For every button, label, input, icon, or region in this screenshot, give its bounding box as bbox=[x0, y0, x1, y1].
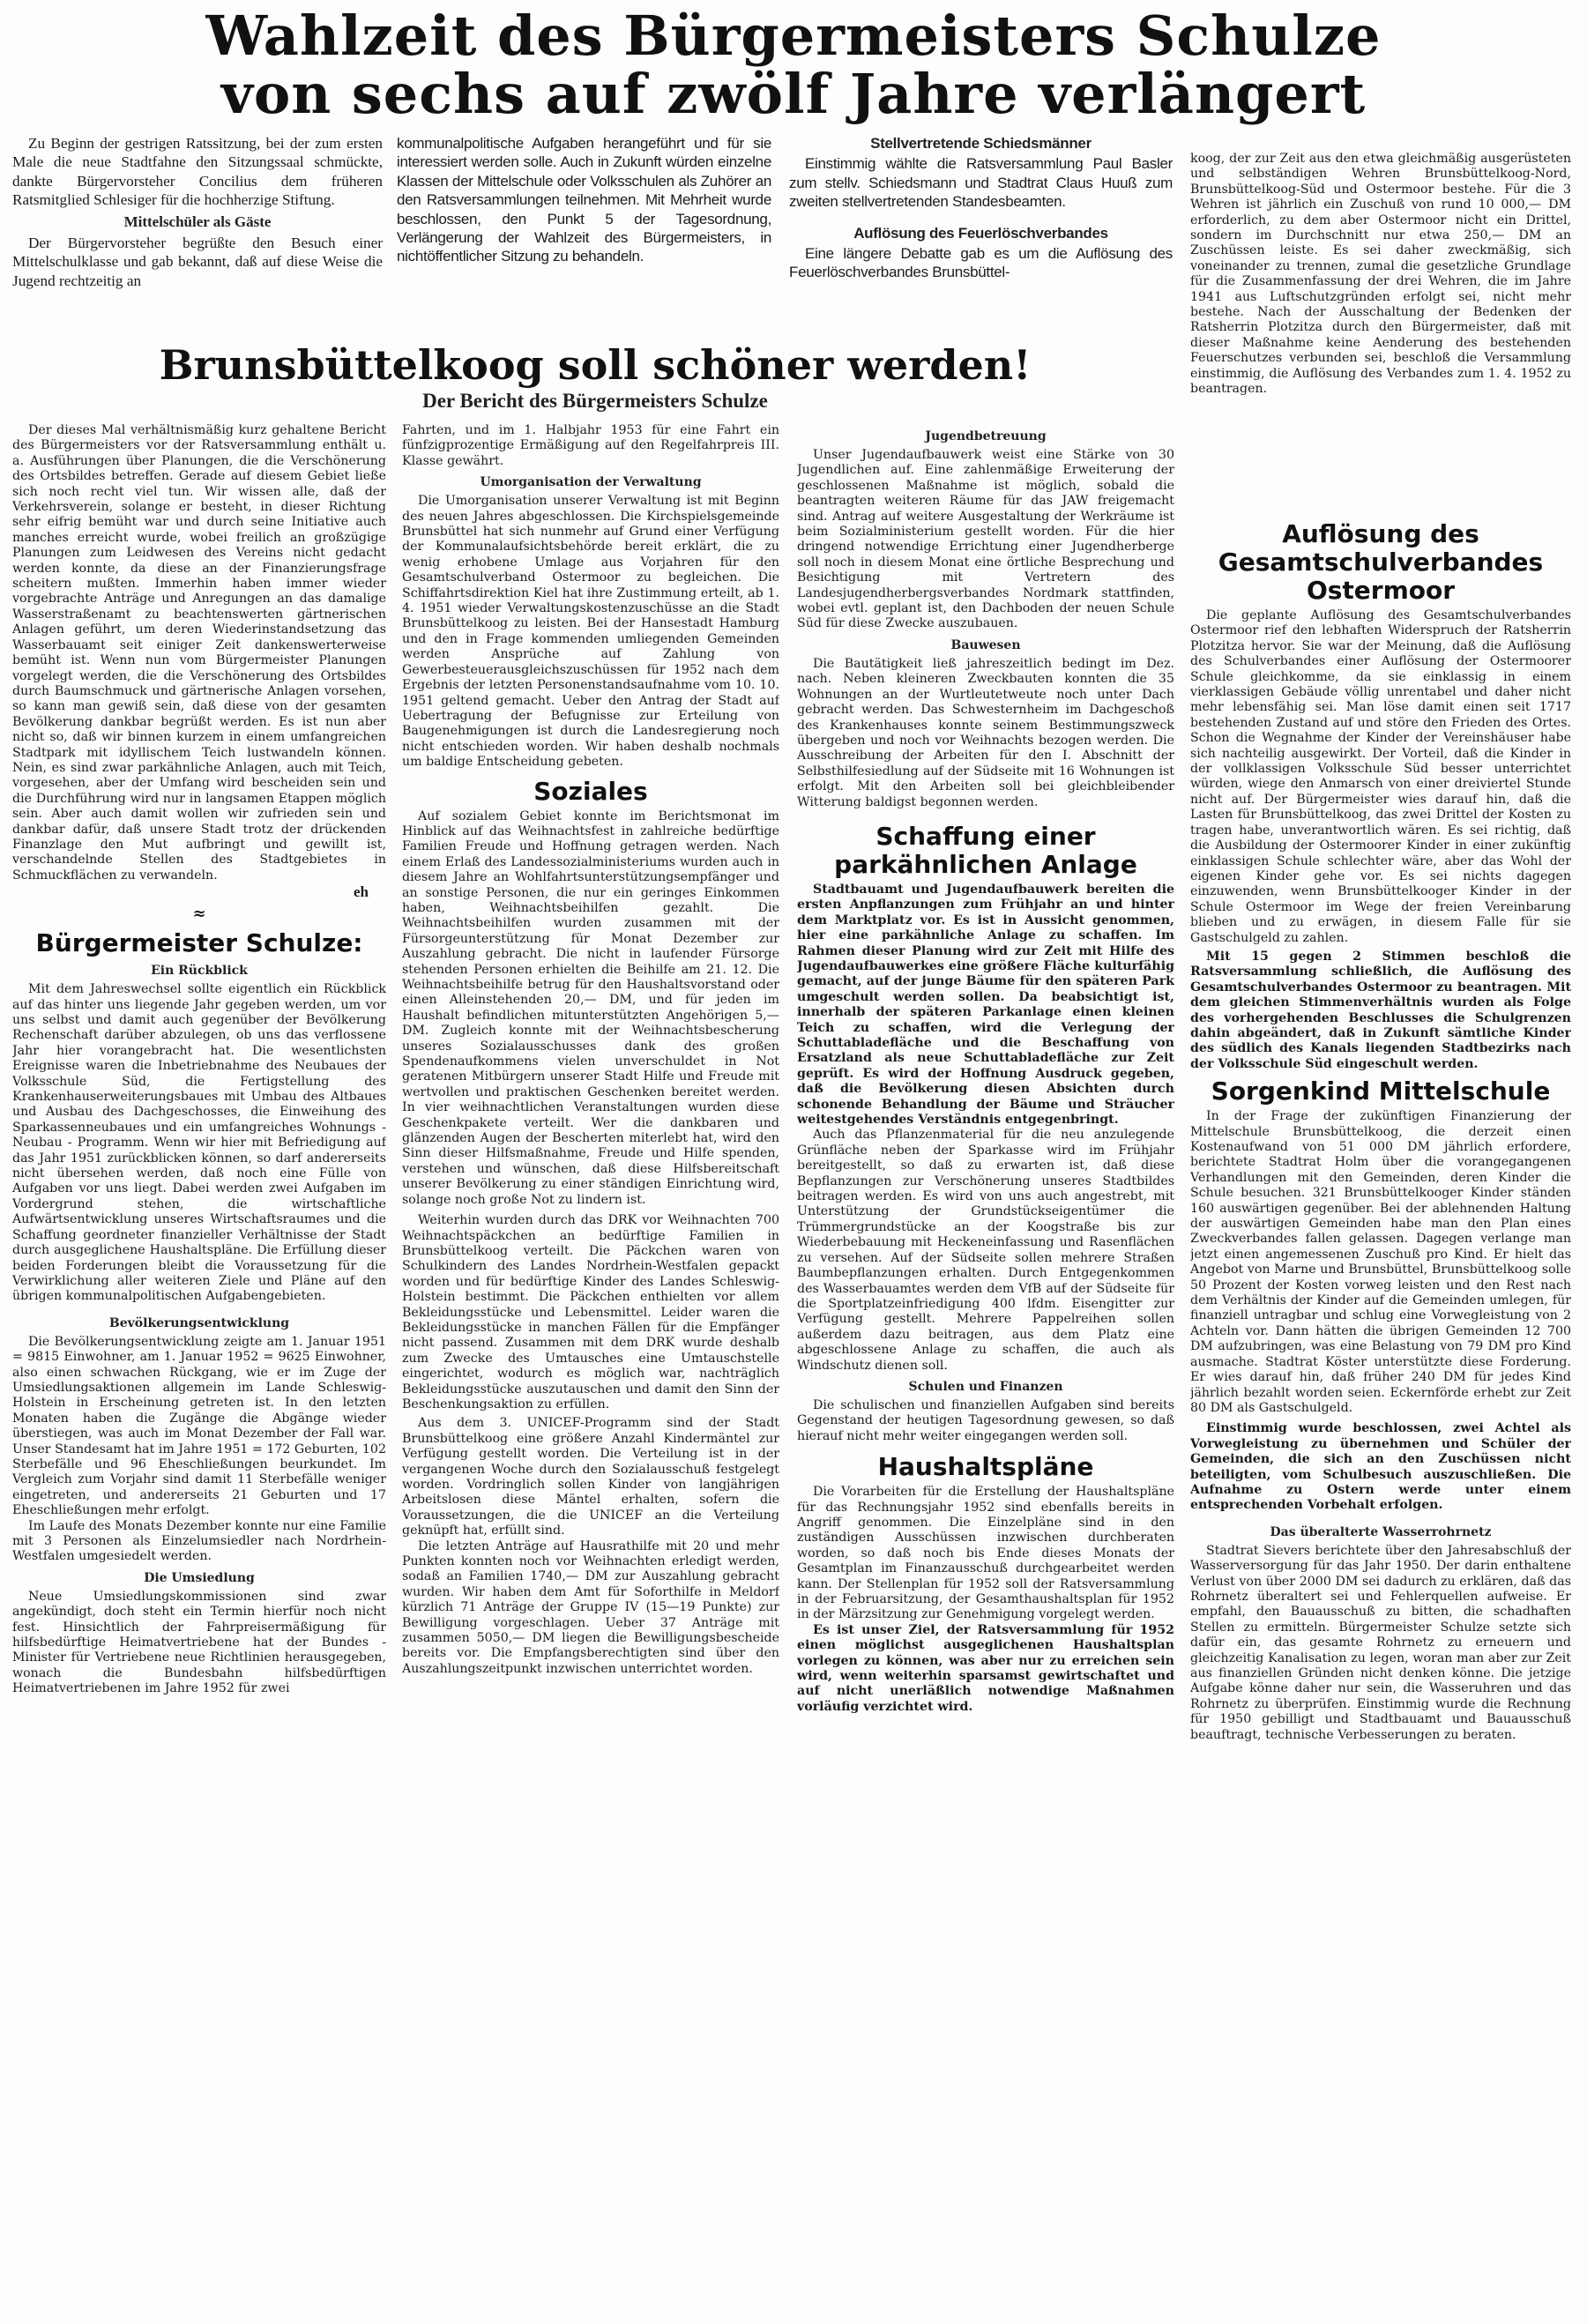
rueckblick-text: Mit dem Jahreswechsel sollte eigentlich ein Rückblick auf das hinter uns liegende Jahr gegeben werden, um vor uns selbst und damit auch gegenüber der Bevölkerung Rechenschaft darüber abzulegen, ob uns das verflossene Jahr hier vorangebracht hat. Die wesentlichsten Ereignisse waren die Inbetriebnahme des Neubaues der Volksschule Süd, die Fertigstellung des Krankenhauserweiterungsbaues mit Umbau des Altbaues und Ausbau des Dachgeschosses, die Einweihung des Sparkassenneubaues und ein umfangreiches Wohnungs - Neubau - Programm. Wenn wir hier mit Befriedigung auf das Jahr 1951 zurückblicken können, so darf andererseits nicht übersehen werden, daß noch eine Fülle von Aufgaben vor uns liegt. Dabei werden zwei Aufgaben im Vordergrund stehen, die wirtschaftliche Aufwärtsentwicklung unseres Wirtschaftsraumes und die Schaffung geordneter finanzieller Verhältnisse der Stadt durch ausgeglichene Haushaltspläne. Die Erfüllung dieser beiden Forderungen bleibt die Voraussetzung für die Verwirklichung aller weiteren Ziele und Pläne auf den übrigen kommunalpolitischen Aufgabengebieten. bbox=[12, 982, 386, 1304]
abstimmung-text: Mit 15 gegen 2 Stimmen beschloß die Ratsversammlung schließlich, die Auflösung des Gesamtschulverbandes Ostermoor zu beantragen. Mit dem gleichen Stimmenverhältnis wurden als Folge des vorhergehenden Beschlusses die Schulgrenzen dahin abgeändert, daß in Zukunft sämtliche Kinder des südlich des Kanals liegenden Stadtbezirks nach der Volksschule Süd eingeschult werden. bbox=[1190, 949, 1571, 1071]
top-article-intro: Zu Beginn der gestrigen Ratssitzung, bei der zum ersten Male die neue Stadtfahne den Sitzungssaal schmückte, dankte Bürgervorsteher Concilius dem früheren Ratsmitglied Schlesiger für die hochherzige Stiftung. bbox=[12, 135, 383, 208]
einstimmig-beschluss-text: Einstimmig wurde beschlossen, zwei Achtel als Vorwegleistung zu übernehmen und Schüler der Gemeinden, die sich an den Zuschüssen nicht beteiligten, vom Schulbesuch auszuschließen. Die Aufnahme zu Ostern werde unter einem entsprechenden Vorbehalt erfolgen. bbox=[1190, 1421, 1571, 1513]
feuerloeschverband-text: Eine längere Debatte gab es um die Auflösung des Feuerlöschverbandes Brunsbüttel- bbox=[789, 245, 1173, 281]
soziales-text: Auf sozialem Gebiet konnte im Berichtsmonat im Hinblick auf das Weihnachtsfest in zahlreiche bedürftige Familien Freude und Hoffnung getragen werden. Nach einem Erlaß des Landessozialministeriums wurden auch in diesem Jahre an Wohlfahrtsunterstützungsempfänger und an sonstige Personen, die nur ein geringes Einkommen haben, Weihnachtsbeihilfen gezahlt. Die Weihnachtsbeihilfen wurden zusammen mit der Fürsorgeunterstützung für Monat Dezember zur Auszahlung gebracht. Die nicht in laufender Fürsorge stehenden Personen erhielten die Beihilfe am 21. 12. Die Weihnachtsbeihilfe betrug für den Haushaltsvorstand oder einen Alleinstehenden 20,— DM, und für jeden im Haushalt befindlichen mitunterstützten Angehörigen 5,— DM. Zugleich konnte mit der Weihnachtsbescherung unseres Sozialausschusses dank des großen Spendenaufkommens vielen unverschuldet in Not geratenen Mitbürgern unserer Stadt Hilfe und Freude mit wertvollen und praktischen Geschenken bereitet werden. In vier weihnachtlichen Veranstaltungen wurden diese Geschenkpakete verteilt. Wer die dankbaren und glänzenden Augen der Bescherten miterlebt hat, wird den Sinn dieser Hilfsmaßnahme, Freude und Hilfe spenden, verstehen und wünschen, daß diese Hilfsbereitschaft unserer Bevölkerung zu einer ständigen Einrichtung wird, solange noch große Not zu lindern ist. bbox=[402, 808, 779, 1207]
subhead-schiedsmaenner: Stellvertretende Schiedsmänner bbox=[870, 135, 1092, 152]
schulen-finanzen-text: Die schulischen und finanziellen Aufgaben sind bereits Gegenstand der heutigen Tagesordnung gewesen, so daß hierauf nicht mehr weiter eingegangen werden soll. bbox=[797, 1397, 1174, 1443]
heading-aufloesung-gesamtschulverband: Auflösung des Gesamtschulverbandes Ostermoor bbox=[1218, 520, 1544, 605]
bauwesen-text: Die Bautätigkeit ließ jahreszeitlich bedingt im Dez. nach. Neben kleineren Zweckbauten konnten die 35 Wohnungen an der Wurtleutetweute noch unter Dach gebracht werden. Das Schwesternheim im Dachgeschoß des Krankenhauses konnte seinem Bestimmungszweck übergeben und noch vor Weihnachts bezogen werden. Die Ausschreibung der Arbeiten für den I. Abschnitt der Selbsthilfesiedlung auf der Südseite mit 16 Wohnungen ist erfolgt. Mit den Arbeiten soll bei gleichbleibender Witterung baldigst begonnen werden. bbox=[797, 656, 1174, 809]
column-d bbox=[1190, 520, 1571, 2319]
subhead-umorganisation: Umorganisation der Verwaltung bbox=[480, 475, 702, 490]
subhead-mittelschueler: Mittelschüler als Gäste bbox=[123, 213, 272, 231]
main-headline-line1: Wahlzeit des Bürgermeisters Schulze bbox=[205, 4, 1382, 68]
top-article-col3 bbox=[789, 134, 1173, 332]
main-headline bbox=[176, 4, 1411, 126]
heading-soziales: Soziales bbox=[533, 776, 648, 806]
second-headline-subtitle: Der Bericht des Bürgermeisters Schulze bbox=[422, 390, 768, 412]
second-headline: Brunsbüttelkoog soll schöner werden! bbox=[159, 341, 1032, 389]
verschoenerung-text: Der dieses Mal verhältnismäßig kurz gehaltene Bericht des Bürgermeisters vor der Ratsversammlung enthält u. a. Ausführungen über Planungen, die die Verschönerung des Ortsbildes betreffen. Gerade auf diesem Gebiet ließe sich noch recht viel tun. Wir wissen alle, daß der Verkehrsverein, solange er besteht, in dieser Richtung sehr eifrig bemüht war und durch seine Initiative auch manches erreicht wurde, wobei freilich an großzügige Planungen zum Leidwesen des Vereins nicht gedacht werden konnte, da diese an der Finanzierungsfrage scheitern mußten. Immerhin haben immer wieder vorgebrachte Anträge und Anregungen an das damalige Wasserstraßenamt zu beachtenswerten gärtnerischen Anlagen geführt, um deren Wiederinstandsetzung das Wasserbauamt seit einiger Zeit dankenswerterweise bemüht ist. Wenn nun vom Bürgermeister Planungen vorgelegt werden, die die Verschönerung des Ortsbildes durch Baumschmuck und gärtnerische Anlagen vorsehen, so kann man gewiß sein, daß diese von der gesamten Bevölkerung dankbar begrüßt werden. Es ist nun aber nicht so, daß wir binnen kurzem in einem umfangreichen Stadtpark mit idyllischem Teich lustwandeln können. Nein, es sind zwar parkähnliche Anlagen, auch mit Teich, vorgesehen, aber der Umfang wird bescheiden sein und die Durchführung wird nur in langsamen Etappen möglich sein. Aber auch damit wollen wir zufrieden sein und dankbar dafür, daß unsere Stadt trotz der drückenden Finanzlage den Mut aufbringt und gewillt ist, verschandelnde Stellen des Stadtgebietes in Schmuckflächen zu verwandeln. bbox=[12, 423, 386, 883]
top-article-col1 bbox=[12, 134, 383, 332]
subhead-bauwesen: Bauwesen bbox=[950, 637, 1021, 652]
column-c bbox=[797, 427, 1174, 2319]
drk-text: Weiterhin wurden durch das DRK vor Weihnachten 700 Weihnachtspäckchen an bedürftige Familien in Brunsbüttelkoog verteilt. Die Päckchen waren von Schulkindern des Landes Nordrhein-Westfalen gepackt worden und für bedürftige Kinder des Landes Schleswig-Holstein bestimmt. Die Päckchen enthielten vor allem Bekleidungsstücke und Lebensmittel. Leider waren die Bekleidungsstücke in manchen Fällen für die Empfänger nicht passend. Zusammen mit dem DRK wurde deshalb zum Zwecke des Umtausches eine Umtauschstelle eingerichtet, wodurch es möglich war, nachträglich Bekleidungsstücke auszutauschen und damit den Sinn der Beschenkungsaktion zu erfüllen. bbox=[402, 1213, 779, 1412]
gesamtschulverband-text: Die geplante Auflösung des Gesamtschulverbandes Ostermoor rief den lebhaften Widerspruch der Ratsherrin Plotzitza hervor. Sie war der Meinung, daß die Auflösung des Schulverbandes einer Auflösung der Ostermoorer Schule gleichkomme, da sie einklassig in einem vierklassigen Gebäude völlig unrentabel und daher nicht mehr lebensfähig sei. Man löse damit einen seit 1717 bestehenden Zustand auf und störe den Frieden des Ortes. Schon die Wegnahme der Kinder der Vereinshäuser habe sich nachteilig ausgewirkt. Der Vorteil, daß die Kinder in der vollklassigen Volksschule Süd besser unterrichtet würden, wiege den Anmarsch von einer dreiviertel Stunde nicht auf. Der Bürgermeister wies darauf hin, daß die Lasten für Brunsbüttelkoog, das zwei Drittel der Kosten zu tragen habe, unverantwortlich wären. Es sei richtig, daß die Ausbildung der Ostermoorer Kinder in einer zukünftig einklassigen Schule schlechter wäre, aber das Wohl der eigenen Kinder gehe vor. Es sei nichts dagegen einzuwenden, wenn Brunsbüttelkooger Kinder in der Schule Ostermoor im Wege der freien Vereinbarung blieben und zu erwägen, in diesem Falle für sie Gastschulgeld zu zahlen. bbox=[1190, 608, 1571, 945]
subhead-umsiedlung: Die Umsiedlung bbox=[144, 1570, 255, 1585]
main-headline-line2: von sechs auf zwölf Jahre verlängert bbox=[220, 62, 1367, 126]
bevoelkerung-text: Die Bevölkerungsentwicklung zeigte am 1. Januar 1951 = 9815 Einwohner, am 1. Januar 1952 = 9625 Einwohner, also einen schwachen Rückgang, wie er im Zuge der Umsiedlungsaktionen allgemein im Lande Schleswig-Holstein in Erscheinung getreten ist. In den letzten Monaten haben die Zugänge die Abgänge wieder überstiegen, was auch im Monat Dezember der Fall war. Unser Standesamt hat im Jahre 1951 = 172 Geburten, 102 Sterbefälle und 96 Eheschließungen beurkundet. Im Vergleich zum Vorjahr sind damit 11 Sterbefälle weniger eingetreten, und andererseits 21 Geburten und 17 Eheschließungen mehr erfolgt. bbox=[12, 1334, 386, 1518]
umorganisation-text: Die Umorganisation unserer Verwaltung ist mit Beginn des neuen Jahres abgeschlossen. Die Kirchspielsgemeinde Brunsbüttel hat sich nunmehr auf Grund einer Verfügung der Kommunalaufsichtsbehörde bereit erklärt, die zu wenig erhobene Umlage aus Vorjahren für den Gesamtschulverband Ostermoor zu begleichen. Die Schiffahrtsdirektion Kiel hat ihre Zustimmung erteilt, ab 1. 4. 1951 wieder Verwaltungskostenzuschüsse an die Stadt Brunsbüttelkoog zu leisten. Bei der Hansestadt Hamburg und den in Frage kommenden umliegenden Gemeinden werden Ansprüche auf Zahlung von Gewerbesteuerausgleichszuschüssen für 1952 nach dem Ergebnis der letzten Personenstandsaufnahme vom 10. 10. 1951 geltend gemacht. Ueber den Antrag der Stadt auf Uebertragung der Befugnisse zur Erteilung von Baugenehmigungen ist durch die Landesregierung noch nicht entschieden worden. Wir haben deshalb nochmals um baldige Entscheidung gebeten. bbox=[402, 494, 779, 770]
dezember-text: Im Laufe des Monats Dezember konnte nur eine Familie mit 3 Personen als Einzelumsiedler nach Nordrhein-Westfalen umgesiedelt werden. bbox=[12, 1518, 386, 1564]
heading-sorgenkind-mittelschule: Sorgenkind Mittelschule bbox=[1211, 1076, 1551, 1106]
wasserrohrnetz-text: Stadtrat Sievers berichtete über den Jahresabschluß der Wasserversorgung für das Jahr 1950. Der darin enthaltene Verlust von über 2000 DM sei dadurch zu erklären, daß das Rohrnetz überaltert sei und Fehlerquellen aufweise. Er empfahl, den Bauausschuß zu bitten, die schadhaften Stellen zu ermitteln. Bürgermeister Schulze setzte sich dafür ein, das gesamte Rohrnetz zu erneuern und gleichzeitig Kanalisation zu legen, woran man aber zur Zeit aus finanziellen Gründen nicht denken könne. Die jetzige Aufgabe könne daher nur sein, die Wasseruhren und das Rohrnetz zu überprüfen. Einstimmig wurde die Rechnung für 1950 gebilligt und Stadtbauamt und Bauausschuß beauftragt, technische Verbesserungen zu beraten. bbox=[1190, 1543, 1571, 1742]
subhead-jugendbetreuung: Jugendbetreuung bbox=[925, 429, 1047, 443]
haushaltsplaene-text: Die Vorarbeiten für die Erstellung der Haushaltspläne für das Rechnungsjahr 1952 sind ebenfalls bereits in Angriff genommen. Die Einzelpläne sind in den zuständigen Ausschüssen inzwischen durchberaten worden, so daß noch bis Ende dieses Monats der Gesamtplan im Finanzausschuß durchgearbeitet werden kann. Der Stellenplan für 1952 soll der Ratsversammlung in der Februarsitzung, der Gesamthaushaltsplan für 1952 in der Märzsitzung zur Genehmigung vorgelegt werden. bbox=[797, 1485, 1174, 1622]
top-article-col4 bbox=[1190, 152, 1571, 504]
divider-ornament: ≈ bbox=[192, 905, 206, 924]
pflanzenmaterial-text: Auch das Pflanzenmaterial für die neu anzulegende Grünfläche neben der Sparkasse wird im Frühjahr bereitgestellt, so daß zu erwarten ist, daß diese Bepflanzungen zur Verschönerung unseres Stadtbildes beitragen werden. Es wird von uns auch angestrebt, mit Unterstützung der Grundstückseigentümer die Trümmergrundstücke an der Koogstraße bis zur Wiederbebauung mit Heckeneinfassung und Rasenflächen zu versehen. Auf der Südseite sollen mehrere Straßen Baumbepflanzungen erhalten. Durch Entgegenkommen des Wasserbauamtes werden dem VfB auf der Südseite für die Sportplatzeinfriedigung 400 lfdm. Eisengitter zur Verfügung gestellt. Mehrere Pappelreihen sollen außerdem dazu beitragen, aus dem Platz eine abgeschlossene Anlage zu schaffen, die auch als Windschutz dienen soll. bbox=[797, 1128, 1174, 1373]
schaffung-text: Stadtbauamt und Jugendaufbauwerk bereiten die ersten Anpflanzungen zum Frühjahr an und hinter dem Marktplatz vor. Es ist in Aussicht genommen, hier eine parkähnliche Anlage zu schaffen. Im Rahmen dieser Planung wird zur Zeit mit Hilfe des Jugendaufbauwerkes eine größere Fläche kulturfähig gemacht, auf der junge Bäume für den späteren Park umgeschult werden sollen. Da beabsichtigt ist, innerhalb der späteren Parkanlage einen kleinen Teich zu schaffen, wird die Verlegung der Schuttabladefläche und die Beschaffung von Ersatzland als neue Schuttabladefläche zur Zeit geprüft. Es wird der Hoffnung Ausdruck gegeben, daß die Bevölkerung diesen Absichten durch schonende Behandlung der Bäume und Sträucher weitestgehendes Verständnis entgegenbringt. bbox=[797, 882, 1174, 1128]
subhead-wasserrohrnetz: Das überalterte Wasserrohrnetz bbox=[1270, 1524, 1492, 1539]
subhead-schulen-finanzen: Schulen und Finanzen bbox=[908, 1379, 1063, 1394]
subhead-feuerloeschverband: Auflösung des Feuerlöschverbandes bbox=[853, 224, 1108, 242]
heading-schaffung-anlage: Schaffung einer parkähnlichen Anlage bbox=[834, 821, 1137, 879]
schiedsmaenner-text: Einstimmig wählte die Ratsversammlung Paul Basler zum stellv. Schiedsmann und Stadtrat Claus Huuß zum zweiten stellvertretenden Standesbeamten. bbox=[789, 155, 1173, 211]
column-b bbox=[402, 423, 779, 2319]
fahrten-text: Fahrten, und im 1. Halbjahr 1953 für eine Fahrt ein fünfzigprozentige Ermäßigung auf den Regelfahrpreis III. Klasse gewährt. bbox=[402, 423, 779, 468]
sorgenkind-text: In der Frage der zukünftigen Finanzierung der Mittelschule Brunsbüttelkoog, die derzeit einen Kostenaufwand von 51 000 DM jährlich erfordere, berichtete Stadtrat Holm über die vorangegangenen Verhandlungen mit den Gemeinden, deren Kinder die Schule besuchen. 321 Brunsbüttelkooger Kinder ständen 160 auswärtigen gegenüber. Bei der ablehnenden Haltung der auswärtigen Gemeinden habe man den Plan eines Zweckverbandes fallen gelassen. Dagegen verlange man jetzt einen angemessenen Zuschuß pro Kind. Er hielt das Angebot von Marne und Brunsbüttel, Brunsbüttelkoog solle 50 Prozent der Kosten vorweg leisten und den Rest nach dem Verhältnis der Kinder auf die Gemeinden umlegen, für finanziell untragbar und schlug eine Vorwegleistung von 2 Achteln vor. Dann hätten die übrigen Gemeinden 12 700 DM aufzubringen, was eine Belastung von 79 DM pro Kind ausmache. Stadtrat Köster unterstützte diese Forderung. Er wies darauf hin, daß früher 240 DM für jedes Kind jährlich bezahlt worden seien. Eckernförde erhebt zur Zeit 80 DM als Gastschulgeld. bbox=[1190, 1109, 1571, 1415]
jugendbetreuung-text: Unser Jugendaufbauwerk weist eine Stärke von 30 Jugendlichen auf. Eine zahlenmäßige Erweiterung der geschlossenen Maßnahme ist möglich, sobald die beantragten weiteren Räume für das JAW freigemacht sind. Antrag auf weitere Ausgestaltung der Werkräume ist beim Sozialministerium gestellt worden. Für die hier dringend notwendige Errichtung einer Jugendherberge soll noch in diesem Monat eine örtliche Besprechung und Besichtigung mit Vertretern des Landesjugendherbergsverbandes Nordmark stattfinden, wobei evtl. geplant ist, den Dachboden der neuen Schule Süd für diese Zwecke auszubauen. bbox=[797, 448, 1174, 631]
heading-haushaltsplaene: Haushaltspläne bbox=[877, 1452, 1094, 1482]
top-article-col2 bbox=[397, 134, 771, 332]
hausrat-text: Die letzten Anträge auf Hausrathilfe mit 20 und mehr Punkten konnten noch vor Weihnachten erledigt werden, sodaß an Familien 1740,— DM zur Auszahlung gebracht wurden. Wir haben dem Amt für Soforthilfe in Meldorf kürzlich 71 Anträge der Gruppe IV (15—19 Punkte) zur Bewilligung vorgeschlagen. Ueber 37 Anträge mit zusammen 5050,— DM liegen die Bewilligungsbescheide bereits vor. Die Empfangsberechtigten sind über den Auszahlungszeitpunkt inzwischen unterrichtet worden. bbox=[402, 1538, 779, 1676]
unicef-text: Aus dem 3. UNICEF-Programm sind der Stadt Brunsbüttelkoog eine größere Anzahl Kindermäntel zur Verfügung gestellt worden. Die Verteilung ist in der vergangenen Woche durch den Sozialausschuß festgelegt worden. Vordringlich sollen Kinder von langjährigen Arbeitslosen diese Mäntel erhalten, sofern die Voraussetzungen, die die UNICEF an die Verteilung geknüpft hat, erfüllt sind. bbox=[402, 1416, 779, 1538]
subhead-rueckblick: Ein Rückblick bbox=[151, 964, 248, 979]
author-signature: eh bbox=[354, 883, 369, 901]
top-article-mittelschueler-text: Der Bürgervorsteher begrüßte den Besuch einer Mittelschulklasse und gab bekannt, daß auf diese Weise die Jugend rechtzeitig an bbox=[12, 235, 383, 289]
umsiedlung-text: Neue Umsiedlungskommissionen sind zwar angekündigt, doch steht ein Termin hierfür noch nicht fest. Hinsichtlich der Fahrpreisermäßigung für hilfsbedürftige Heimatvertriebene hat der Bundes - Minister für Vertriebene neue Richtlinien herausgegeben, wonach die Bundesbahn hilfsbedürftigen Heimatvertriebenen im Jahre 1952 für zwei bbox=[12, 1589, 386, 1696]
column-a bbox=[12, 423, 386, 2319]
top-article-col2-text: kommunalpolitische Aufgaben herangeführt und für sie interessiert werden solle. Auch in Zukunft würden einzelne Klassen der Mittelschule oder Volksschulen als Zuhörer an den Ratsversammlungen teilnehmen. Mit Mehrheit wurde beschlossen, den Punkt 5 der Tagesordnung, Verlängerung der Wahlzeit des Bürgermeisters, in nichtöffentlicher Sitzung zu behandeln. bbox=[397, 135, 771, 265]
haushalt-ziel-text: Es ist unser Ziel, der Ratsversammlung für 1952 einen möglichst ausgeglichenen Haushaltsplan vorlegen zu können, was aber nur zu erreichen sein wird, wenn weiterhin sparsamst gewirtschaftet und auf nicht unerläßlich notwendige Maßnahmen vorläufig verzichtet wird. bbox=[797, 1622, 1174, 1714]
subhead-bevoelkerung: Bevölkerungsentwicklung bbox=[108, 1315, 290, 1330]
feuerloeschverband-continued: koog, der zur Zeit aus den etwa gleichmäßig ausgerüsteten und selbständigen Wehren Brunsbüttelkoog-Nord, Brunsbüttelkoog-Süd und Ostermoor bestehe. Für die 3 Wehren ist jährlich ein Zuschuß von rund 10 000,— DM erforderlich, zu dem aber Ostermoor nicht ein Drittel, sondern im Durchschnitt nur etwa 250,— DM an Zuschüssen leiste. Es sei daher zweckmäßig, sich voneinander zu trennen, zumal die gesetzliche Grundlage für die Zusammenfassung der drei Wehren, die im Jahre 1941 aus Luftschutzgründen erfolgt sei, nicht mehr bestehe. Nach der Ausschaltung der Bedenken der Ratsherrin Plotzitza durch den Bürgermeister, daß mit dieser Maßnahme keine Aenderung des bestehenden Feuerschutzes verbunden sei, beschloß die Versammlung einstimmig, die Auflösung des Verbandes zum 1. 4. 1952 zu beantragen. bbox=[1190, 152, 1571, 397]
heading-buergermeister-schulze: Bürgermeister Schulze: bbox=[35, 928, 363, 958]
